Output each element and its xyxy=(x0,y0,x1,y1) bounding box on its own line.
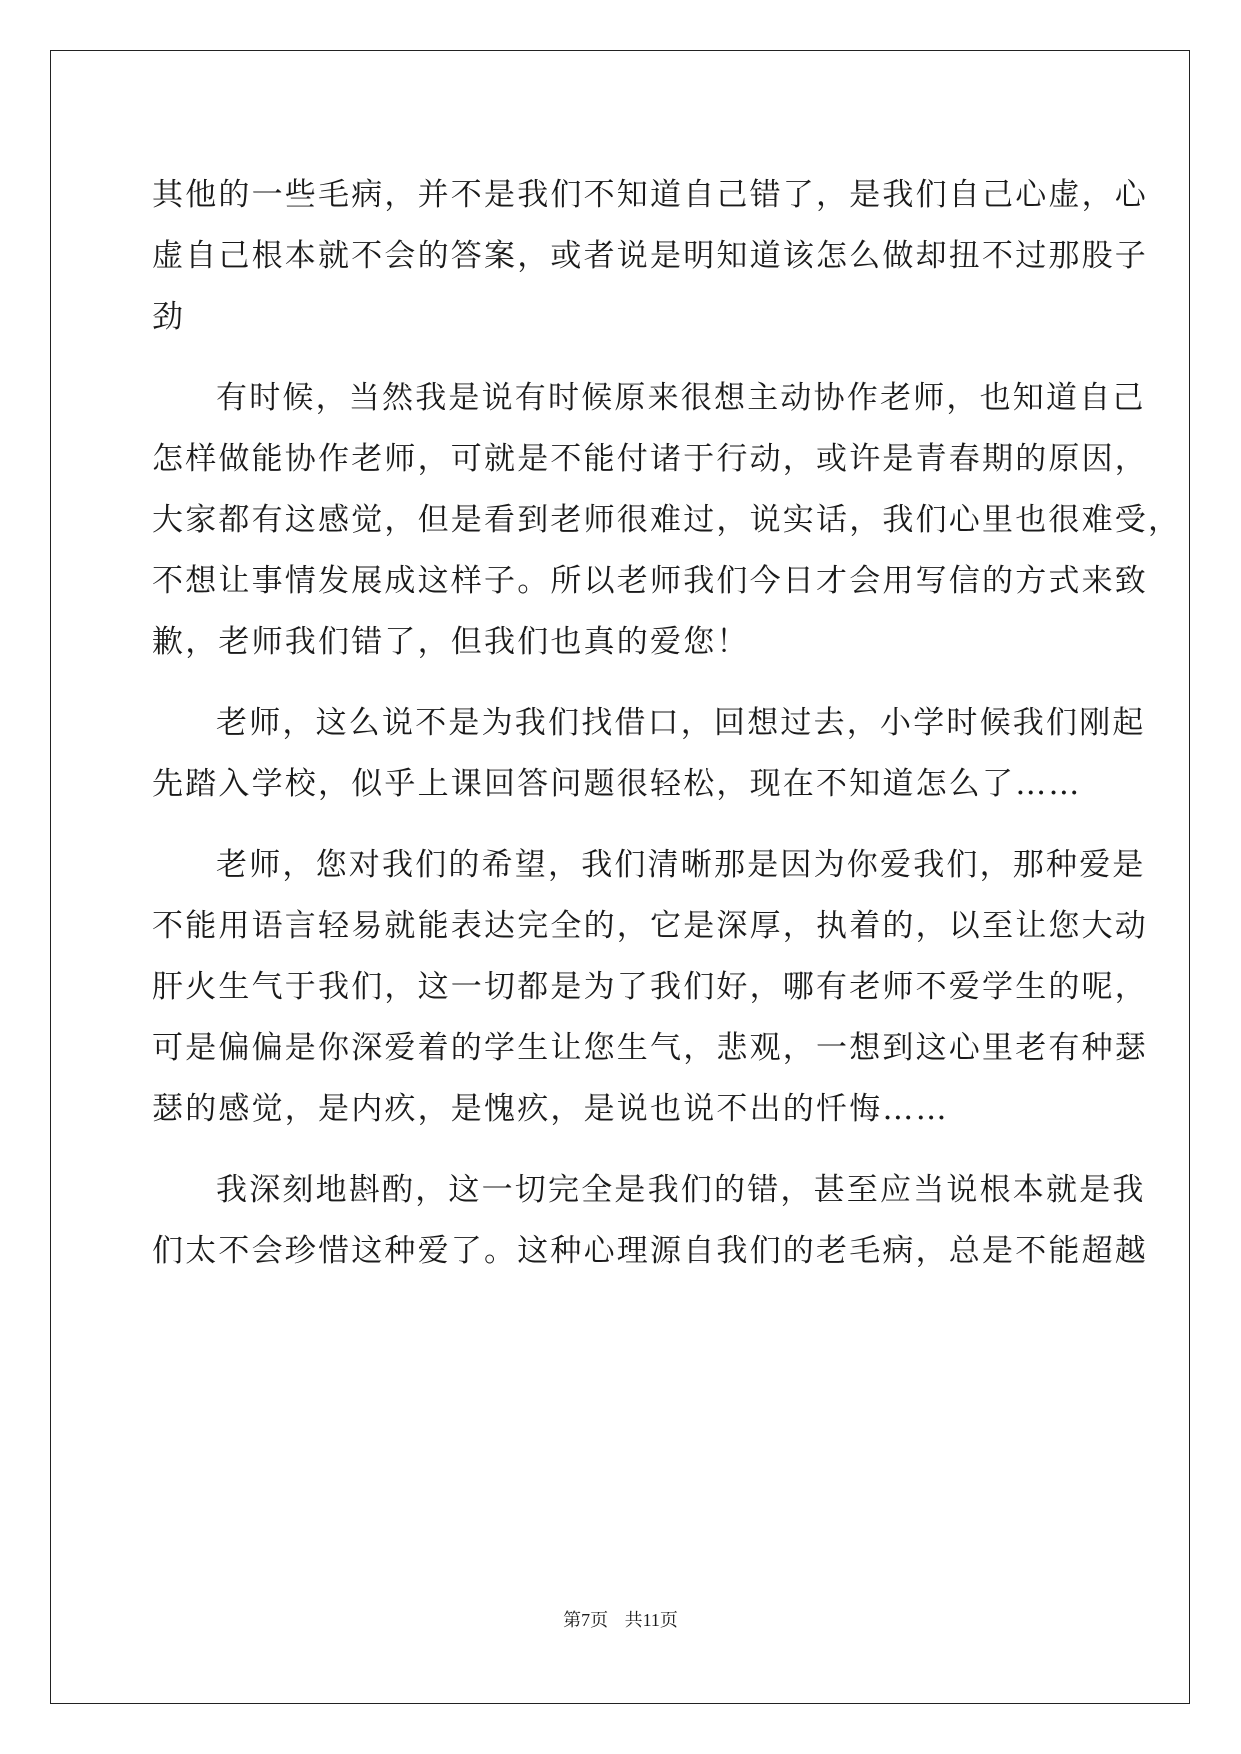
page-total: 共11页 xyxy=(624,1610,678,1630)
text-line: 不想让事情发展成这样子。所以老师我们今日才会用写信的方式来致 xyxy=(152,563,1148,599)
text-line: 虚自己根本就不会的答案，或者说是明知道该怎么做却扭不过那股子 xyxy=(152,238,1148,274)
text-line: 老师，您对我们的希望，我们清晰那是因为你爱我们，那种爱是 xyxy=(216,847,1146,883)
text-line: 不能用语言轻易就能表达完全的，它是深厚，执着的，以至让您大动 xyxy=(152,908,1148,944)
text-line: 歉，老师我们错了，但我们也真的爱您！ xyxy=(152,624,750,660)
page-footer xyxy=(0,1606,1241,1632)
text-line: 们太不会珍惜这种爱了。这种心理源自我们的老毛病，总是不能超越 xyxy=(152,1233,1148,1269)
paragraph-gap xyxy=(152,815,1088,835)
text-line: 其他的一些毛病，并不是我们不知道自己错了，是我们自己心虚，心 xyxy=(152,177,1148,213)
page-number: 第7页 xyxy=(563,1610,609,1630)
paragraph xyxy=(152,693,1146,815)
paragraph xyxy=(152,835,1148,1140)
text-line: 可是偏偏是你深爱着的学生让您生气，悲观，一想到这心里老有种瑟 xyxy=(152,1030,1148,1066)
text-line: 有时候，当然我是说有时候原来很想主动协作老师，也知道自己 xyxy=(216,380,1146,416)
text-line: 我深刻地斟酌，这一切完全是我们的错，甚至应当说根本就是我 xyxy=(216,1172,1146,1208)
paragraph xyxy=(152,1160,1148,1282)
paragraph-gap xyxy=(152,1140,1088,1160)
document-body xyxy=(152,165,1182,1282)
text-line: 怎样做能协作老师，可就是不能付诸于行动，或许是青春期的原因， xyxy=(152,441,1148,477)
text-line: 劲 xyxy=(152,299,186,335)
paragraph xyxy=(152,368,1182,673)
text-line: 瑟的感觉，是内疚，是愧疚，是说也说不出的忏悔…… xyxy=(152,1091,949,1127)
paragraph-gap xyxy=(152,673,1088,693)
paragraph xyxy=(152,165,1148,348)
text-line: 肝火生气于我们，这一切都是为了我们好，哪有老师不爱学生的呢， xyxy=(152,969,1148,1005)
text-line: 老师，这么说不是为我们找借口，回想过去，小学时候我们刚起 xyxy=(216,705,1146,741)
paragraph-gap xyxy=(152,348,1088,368)
text-line: 大家都有这感觉，但是看到老师很难过，说实话，我们心里也很难受， xyxy=(152,502,1182,538)
text-line: 先踏入学校，似乎上课回答问题很轻松，现在不知道怎么了…… xyxy=(152,766,1082,802)
